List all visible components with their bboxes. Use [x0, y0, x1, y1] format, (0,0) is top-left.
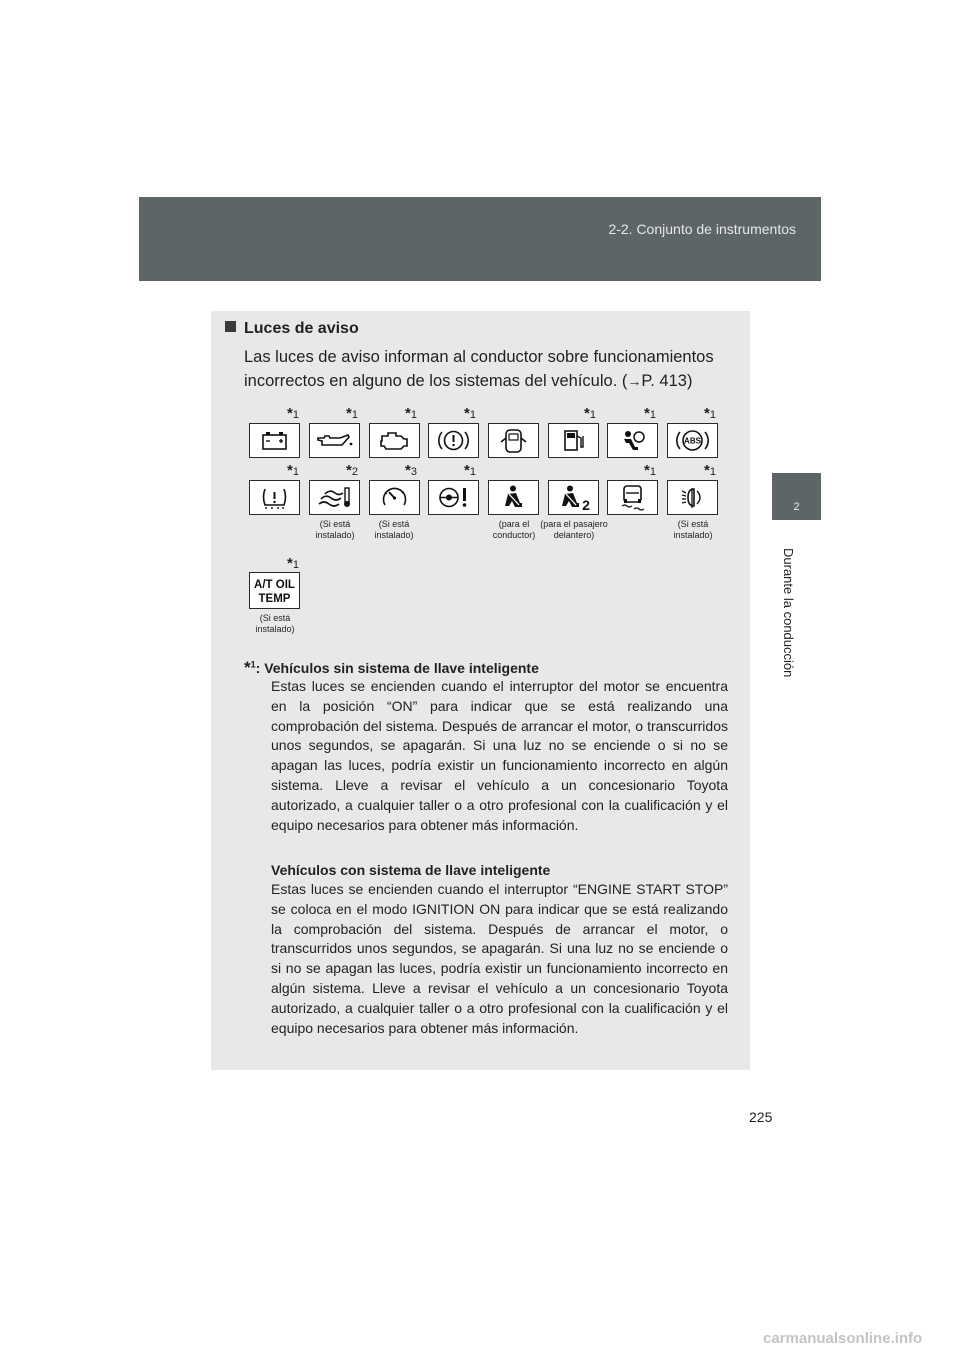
section-heading: [225, 320, 359, 338]
svg-text:A/T OIL: A/T OIL: [254, 579, 295, 591]
note-star: *1: [346, 405, 358, 422]
note-star: *1: [644, 462, 656, 479]
headlight-icon: [667, 480, 718, 515]
oil-can-icon: [309, 423, 360, 458]
footnote-1-body: Estas luces se encienden cuando el interruptor del motor se encuentra en la posición “ON” para indicar que se está realizando una comprobación del sistema. Después de arrancar el motor, o transcurridos unos segundos, se apagarán. Si una luz no se enciende o si no se apagan las luces, podría existir un funcionamiento incorrecto en algún sistema. Lleve a revisar el vehículo a un concesionario Toyota autorizado, a cualquier taller o a otro profesional con la cualificación y el equipo necesarios para obtener más información.: [271, 678, 728, 833]
chapter-title: Durante la conducción: [781, 548, 796, 678]
open-door-icon: [488, 423, 539, 458]
intro-reference: P. 413): [641, 372, 693, 390]
note-star: *1: [644, 405, 656, 422]
note-star: *1: [704, 462, 716, 479]
speedometer-icon: [369, 480, 420, 515]
note-star: *3: [405, 462, 417, 479]
section-header-bar: [139, 197, 821, 281]
section-title: 2-2. Conjunto de instrumentos: [608, 221, 796, 237]
watermark: carmanualsonline.info: [763, 1330, 923, 1347]
abs-icon: [667, 423, 718, 458]
chapter-number: 2: [793, 501, 800, 513]
airbag-icon: [607, 423, 658, 458]
note-star: *1: [287, 555, 299, 572]
svg-text:2: 2: [582, 497, 590, 513]
fuel-pump-icon: [548, 423, 599, 458]
battery-icon: [249, 423, 300, 458]
note-star: *2: [346, 462, 358, 479]
arrow-icon: →: [627, 373, 642, 389]
note-star: *1: [584, 405, 596, 422]
power-steering-icon: [428, 480, 479, 515]
intro-text: Las luces de aviso informan al conductor sobre funcionamientos incorrectos en alguno de los sistemas del vehículo. (: [244, 348, 714, 390]
icon-caption: (Si está instalado): [315, 519, 355, 540]
icon-caption: (Si está instalado): [374, 519, 414, 540]
note-star: *1: [464, 405, 476, 422]
footnote-1-title: *$^1$: Vehículos sin sistema de llave inteligente: [244, 658, 539, 677]
note-star: *1: [405, 405, 417, 422]
brake-system-icon: [428, 423, 479, 458]
icon-caption: (Si está instalado): [255, 613, 295, 634]
intro-paragraph: [244, 345, 734, 393]
icon-caption: (para el pasajero delantero): [540, 519, 608, 540]
tire-pressure-icon: [249, 480, 300, 515]
engine-icon: [369, 423, 420, 458]
note-star: *1: [287, 405, 299, 422]
icon-caption: (Si está instalado): [673, 519, 713, 540]
page-number: 225: [749, 1109, 773, 1125]
chapter-tab: [772, 473, 821, 520]
icon-caption: (para el conductor): [492, 519, 536, 540]
footnote-2-title: Vehículos con sistema de llave inteligente: [271, 862, 551, 878]
footnote-2-body: Estas luces se encienden cuando el interruptor “ENGINE START STOP” se coloca en el modo IGNITION ON para indicar que se está realizando la comprobación del sistema. Después de arrancar el motor, o transcurridos unos segundos, se apagarán. Si una luz no se enciende o si no se apagan las luces, podría existir un funcionamiento incorrecto en algún sistema. Lleve a revisar el vehículo a un concesionario Toyota autorizado, a cualquier taller o a otro profesional con la cualificación y el equipo necesarios para obtener más información.: [271, 881, 728, 1036]
slip-indicator-icon: [607, 480, 658, 515]
note-star: *1: [704, 405, 716, 422]
note-star: *1: [287, 462, 299, 479]
seatbelt-driver-icon: [488, 480, 539, 515]
heading-text: Luces de aviso: [244, 320, 359, 337]
svg-text:TEMP: TEMP: [258, 593, 291, 605]
seatbelt-passenger-icon: [548, 480, 599, 515]
at-oil-temp-icon: [249, 572, 300, 609]
svg-text:ABS: ABS: [684, 436, 701, 446]
heading-square-icon: [225, 321, 236, 332]
note-star: *1: [464, 462, 476, 479]
coolant-temp-icon: [309, 480, 360, 515]
